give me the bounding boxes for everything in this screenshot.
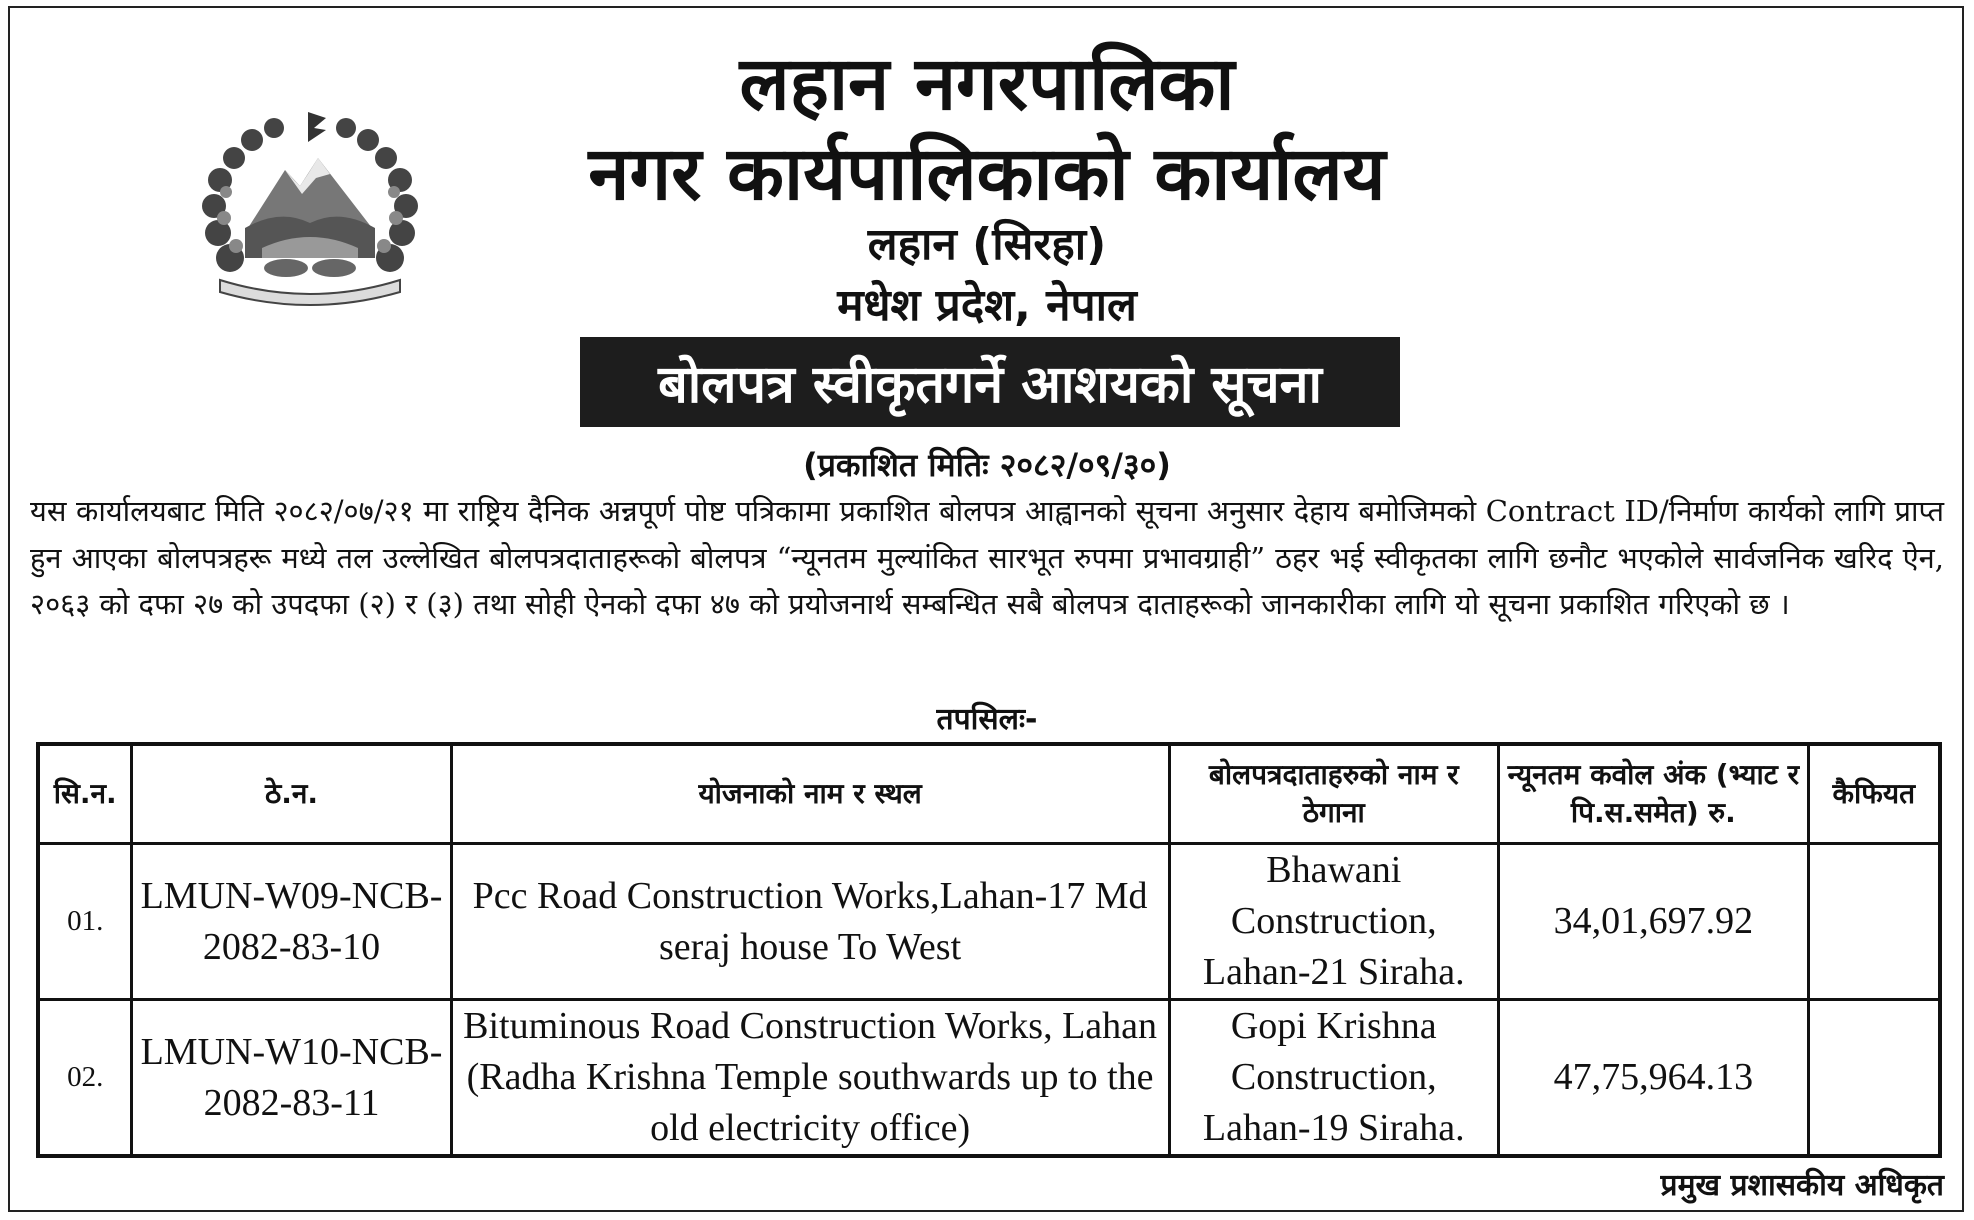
table-row	[38, 1000, 1940, 1157]
office-location: लहान (सिरहा)	[867, 219, 1107, 270]
header-amount: न्यूनतम कवोल अंक (भ्याट र पि.स.समेत) रु.	[1499, 744, 1809, 844]
cell-bidder: Bhawani Construction, Lahan-21 Siraha.	[1169, 844, 1499, 1000]
signatory-title: प्रमुख प्रशासकीय अधिकृत	[1660, 1168, 1944, 1203]
cell-project: Pcc Road Construction Works,Lahan-17 Md seraj house To West	[451, 844, 1169, 1000]
cell-amount: 34,01,697.92	[1499, 844, 1809, 1000]
header-sn: सि.न.	[38, 744, 132, 844]
cell-remarks	[1808, 844, 1940, 1000]
cell-contract-no: LMUN-W09-NCB-2082-83-10	[132, 844, 451, 1000]
header-remarks: कैफियत	[1808, 744, 1940, 844]
details-heading: तपसिलः-	[936, 702, 1038, 737]
notice-title: बोलपत्र स्वीकृतगर्ने आशयको सूचना	[658, 354, 1322, 415]
table-header-row	[38, 744, 1940, 844]
cell-remarks	[1808, 1000, 1940, 1157]
municipality-name: लहान नगरपालिका	[739, 41, 1235, 127]
office-name: नगर कार्यपालिकाको कार्यालय	[588, 131, 1386, 217]
header-bidder: बोलपत्रदाताहरुको नाम र ठेगाना	[1169, 744, 1499, 844]
notice-title-banner	[580, 337, 1400, 427]
bid-table	[36, 742, 1942, 1158]
cell-contract-no: LMUN-W10-NCB-2082-83-11	[132, 1000, 451, 1157]
cell-sn: 02.	[38, 1000, 132, 1157]
cell-project: Bituminous Road Construction Works, Lahan (Radha Krishna Temple southwards up to the old electricity office)	[451, 1000, 1169, 1157]
cell-amount: 47,75,964.13	[1499, 1000, 1809, 1157]
notice-body: यस कार्यालयबाट मिति २०८२/०७/२१ मा राष्ट्रिय दैनिक अन्नपूर्ण पोष्ट पत्रिकामा प्रकाशित बोलपत्र आह्वानको सूचना अनुसार देहाय बमोजिमको Contract ID/निर्माण कार्यको लागि प्राप्त हुन आएका बोलपत्रहरू मध्ये तल उल्लेखित बोलपत्रदाताहरूको बोलपत्र “न्यूनतम मुल्यांकित सारभूत रुपमा प्रभावग्राही” ठहर भई स्वीकृतका लागि छनौट भएकोले सार्वजनिक खरिद ऐन, २०६३ को दफा २७ को उपदफा (२) र (३) तथा सोही ऐनको दफा ४७ को प्रयोजनार्थ सम्बन्धित सबै बोलपत्र दाताहरूको जानकारीका लागि यो सूचना प्रकाशित गरिएको छ ।	[30, 494, 1944, 621]
cell-sn: 01.	[38, 844, 132, 1000]
header-contract-no: ठे.न.	[132, 744, 451, 844]
published-date: (प्रकाशित मितिः २०८२/०९/३०)	[803, 446, 1171, 484]
header-project: योजनाको नाम र स्थल	[451, 744, 1169, 844]
table-row	[38, 844, 1940, 1000]
cell-bidder: Gopi Krishna Construction, Lahan-19 Siraha.	[1169, 1000, 1499, 1157]
province-country: मधेश प्रदेश, नेपाल	[837, 280, 1137, 331]
